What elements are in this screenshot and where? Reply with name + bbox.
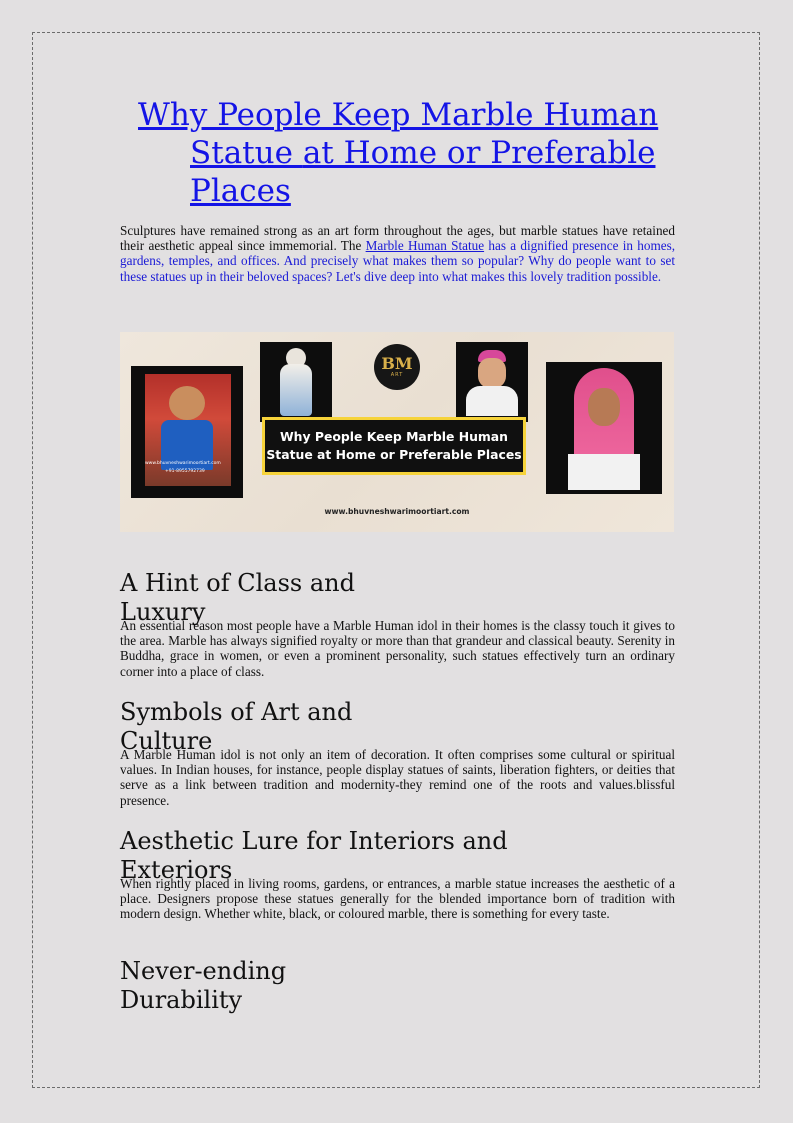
section-heading-durability: Never-ending Durability — [120, 957, 287, 1014]
title-link-1[interactable]: Why People Keep Marble Human — [138, 97, 659, 133]
photo-saint-statue — [131, 366, 243, 498]
section-heading-class-luxury: A Hint of Class and Luxury — [120, 569, 355, 626]
title-line-3 — [138, 172, 698, 210]
title-line-2 — [138, 134, 698, 172]
intro-text-2: has a dignified presence in homes, gardens, temples, and offices. And precisely what makes them so popular? Why do people want to set these statues up in their beloved spaces? Let's dive deep into what makes this lovely tradition possible. — [120, 238, 676, 284]
photo-woman-bust — [546, 362, 662, 494]
section-body-aesthetic-lure: When rightly placed in living rooms, gardens, or entrances, a marble statue increases the aesthetic of a place. Designers propose these statues generally for the blended importance born of tradition with modern design. Whether white, black, or coloured marble, there is something for every taste. — [120, 876, 675, 922]
banner-image — [120, 332, 674, 532]
section-body-class-luxury: An essential reason most people have a Marble Human idol in their homes is the classy touch it gives to the area. Marble has always signified royalty or more than that grandeur and classical beauty. Serenity in Buddha, grace in women, or even a prominent personality, such statues effectively turn an ordinary corner into a place of class. — [120, 618, 675, 679]
brand-logo — [374, 344, 420, 390]
photo-white-statue — [260, 342, 332, 422]
section-heading-art-culture: Symbols of Art and Culture — [120, 698, 353, 755]
title-link-3[interactable]: at Home or Preferable — [302, 135, 656, 171]
intro-paragraph — [120, 223, 675, 284]
document-title — [138, 96, 698, 210]
banner-title-text: Why People Keep Marble Human Statue at Home or Preferable Places — [265, 420, 523, 472]
photo1-url: www.bhuvneshwarimoortiart.com — [145, 461, 221, 466]
intro-text-1: Sculptures have remained strong as an art form throughout the ages, but marble statues have retained their aesthetic appeal since immemorial. The — [120, 223, 675, 254]
banner-title-box — [262, 417, 526, 475]
title-link-2[interactable]: Statue — [190, 135, 303, 171]
logo-text: ART — [390, 371, 404, 378]
photo1-phone: +91-8955792739 — [165, 469, 205, 474]
title-link-4[interactable]: Places — [190, 173, 291, 209]
marble-human-statue-link[interactable]: Marble Human Statue — [365, 238, 485, 254]
logo-monogram: BM — [381, 353, 413, 373]
banner-url: www.bhuvneshwarimoortiart.com — [324, 507, 470, 516]
section-body-art-culture: A Marble Human idol is not only an item of decoration. It often comprises some cultural or spiritual values. In Indian houses, for instance, people display statues of saints, liberation fighters, or deities that serve as a link between tradition and modernity-they remind one of the roots and values.blissful presence. — [120, 747, 675, 808]
photo-man-bust — [456, 342, 528, 422]
section-heading-aesthetic-lure: Aesthetic Lure for Interiors and Exteriors — [120, 827, 508, 884]
